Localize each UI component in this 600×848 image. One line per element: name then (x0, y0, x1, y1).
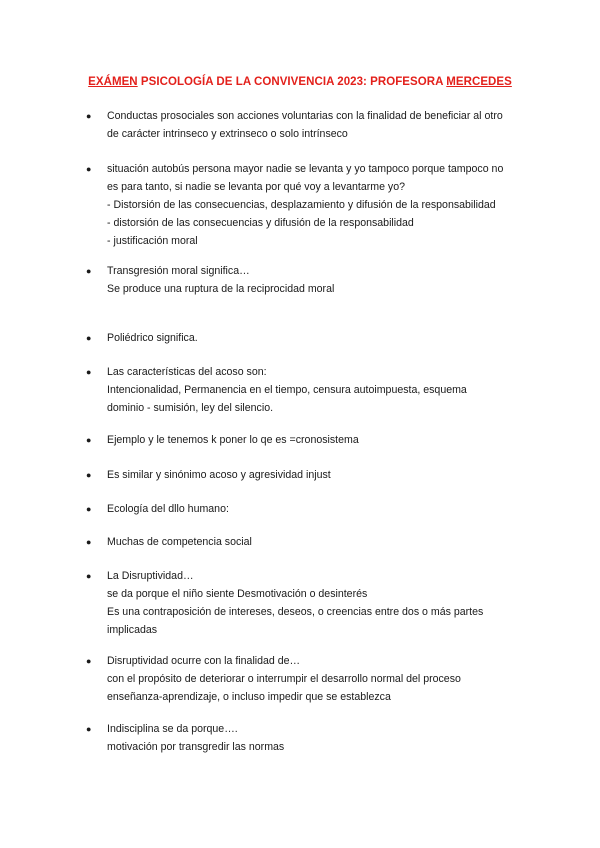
title-professor-name: MERCEDES (446, 76, 512, 88)
item-line: Conductas prosociales son acciones voluntarias con la finalidad de beneficiar al otro (107, 110, 503, 122)
page-title (0, 76, 600, 88)
bullet-icon: ● (86, 656, 92, 666)
list-item (86, 160, 547, 250)
list-item (86, 329, 547, 347)
item-line: Transgresión moral significa… (107, 265, 250, 277)
list-item (86, 533, 547, 551)
list-item (86, 652, 547, 706)
list-item (86, 431, 547, 449)
bullet-icon: ● (86, 504, 92, 514)
bullet-icon: ● (86, 724, 92, 734)
list-item (86, 363, 547, 417)
item-line: Indisciplina se da porque…. (107, 723, 238, 735)
bullet-icon: ● (86, 164, 92, 174)
item-line: Poliédrico significa. (107, 332, 198, 344)
item-line: es para tanto, si nadie se levanta por qué voy a levantarme yo? (107, 181, 405, 193)
item-line: Las características del acoso son: (107, 366, 267, 378)
title-exam-word: EXÁMEN (88, 76, 138, 88)
list-item (86, 262, 547, 298)
item-line: Es una contraposición de intereses, deseos, o creencias entre dos o más partes (107, 606, 484, 618)
list-item (86, 500, 547, 518)
item-line: se da porque el niño siente Desmotivación o desinterés (107, 588, 368, 600)
item-line: motivación por transgredir las normas (107, 741, 285, 753)
bullet-icon: ● (86, 266, 92, 276)
item-line: - justificación moral (107, 235, 198, 247)
item-line: Ecología del dllo humano: (107, 503, 229, 515)
list-item (86, 466, 547, 484)
bullet-icon: ● (86, 571, 92, 581)
bullet-icon: ● (86, 333, 92, 343)
item-line: - distorsión de las consecuencias y difusión de la responsabilidad (107, 217, 414, 229)
item-line: Es similar y sinónimo acoso y agresividad injust (107, 469, 331, 481)
bullet-icon: ● (86, 111, 92, 121)
item-line: de carácter intrinseco y extrinseco o solo intrínseco (107, 128, 348, 140)
item-line: enseñanza-aprendizaje, o incluso impedir que se establezca (107, 691, 391, 703)
item-line: - Distorsión de las consecuencias, desplazamiento y difusión de la responsabilidad (107, 199, 496, 211)
item-line: Ejemplo y le tenemos k poner lo qe es =cronosistema (107, 434, 359, 446)
bullet-icon: ● (86, 470, 92, 480)
bullet-icon: ● (86, 435, 92, 445)
item-line: con el propósito de deteriorar o interrumpir el desarrollo normal del proceso (107, 673, 461, 685)
item-line: dominio - sumisión, ley del silencio. (107, 402, 274, 414)
list-item (86, 567, 547, 639)
item-line: Se produce una ruptura de la reciprocidad moral (107, 283, 335, 295)
list-item (86, 107, 547, 143)
bullet-icon: ● (86, 367, 92, 377)
item-line: La Disruptividad… (107, 570, 194, 582)
title-subject: PSICOLOGÍA DE LA CONVIVENCIA 2023: PROFESORA (137, 76, 447, 88)
bullet-icon: ● (86, 537, 92, 547)
item-line: situación autobús persona mayor nadie se levanta y yo tampoco porque tampoco no (107, 163, 504, 175)
item-line: Disruptividad ocurre con la finalidad de… (107, 655, 301, 667)
list-item (86, 720, 547, 756)
item-line: Muchas de competencia social (107, 536, 252, 548)
item-line: Intencionalidad, Permanencia en el tiempo, censura autoimpuesta, esquema (107, 384, 467, 396)
item-line: implicadas (107, 624, 158, 636)
